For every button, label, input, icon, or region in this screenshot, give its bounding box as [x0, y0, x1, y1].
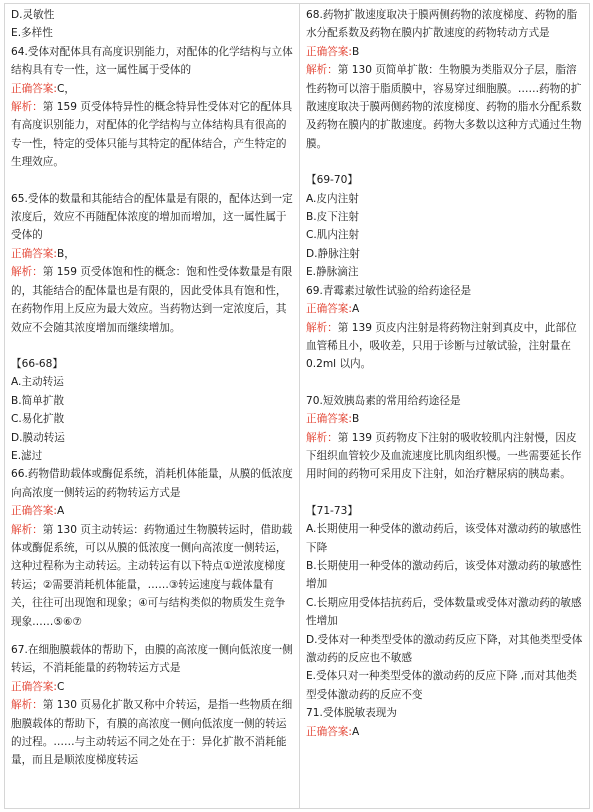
explanation-66 [11, 521, 293, 631]
answer-label: 正确答案: [11, 505, 57, 518]
answer-label: 正确答案: [305, 45, 352, 58]
explanation-69 [306, 319, 583, 374]
question-70: 70.短效胰岛素的常用给药途径是 [305, 394, 461, 407]
right-column [300, 4, 589, 808]
option-b: B.长期使用一种受体的激动药后，该受体对激动药的敏感性增加 [305, 559, 582, 591]
option-c: C.易化扩散 [11, 413, 65, 426]
explanation-67 [11, 696, 293, 770]
option-b: B.简单扩散 [11, 394, 65, 407]
option-a: A.主动转运 [11, 376, 64, 389]
explanation-70 [306, 429, 583, 484]
option-e: E.受体只对一种类型受体的激动药的反应下降 ,而对其他类型受体激动药的反应不变 [305, 670, 578, 701]
explanation-label: 解析： [305, 431, 338, 444]
question-68: 68.药物扩散速度取决于膜两侧药物的浓度梯度、药物的脂水分配系数及药物在膜内扩散速度的药物转动方式是 [305, 9, 578, 40]
explanation-text: 第 139 页皮内注射是将药物注射到真皮中，此部位血管稀且小，吸收差，只用于诊断与过敏试验，注射量在 0.2ml 以内。 [305, 321, 577, 371]
answer-68 [306, 43, 583, 61]
answer-label: 正确答案: [305, 725, 352, 738]
explanation-text: 第 159 页受体特异性的概念特异性受体对它的配体具有高度识别能力，对配体的化学结构与立体结构具有很高的专一性，特定的受体只能与其特定的配体结合，产生特定的生理效应。 [11, 101, 293, 169]
answer-label: 正确答案: [305, 413, 352, 426]
answer-69 [306, 300, 583, 318]
question-67: 67.在细胞膜载体的帮助下，由膜的高浓度一侧向低浓度一侧转运，不消耗能量的药物转运方式是 [11, 644, 293, 675]
explanation-label: 解析： [11, 101, 43, 114]
answer-value: C [56, 680, 65, 693]
answer-67 [11, 678, 293, 696]
answer-65 [11, 245, 293, 263]
answer-value: B [351, 45, 360, 58]
answer-value: B [351, 413, 360, 426]
answer-value: A [351, 725, 360, 738]
explanation-label: 解析： [11, 266, 43, 279]
group-heading-71-73: 【71-73】 [305, 504, 358, 517]
option-c: C.长期应用受体拮抗药后，受体数量或受体对激动药的敏感性增加 [305, 596, 582, 628]
answer-label: 正确答案: [11, 680, 57, 693]
question-66: 66.药物借助载体或酶促系统，消耗机体能量，从膜的低浓度向高浓度一侧转运的药物转运方式是 [11, 468, 293, 499]
explanation-text: 第 130 页易化扩散又称中介转运，是指一些物质在细胞膜载体的帮助下，有膜的高浓度一侧向低浓度一侧的转运的过程。……与主动转运不同之处在于：异化扩散不消耗能量，而且是顺浓度梯度转运 [11, 699, 293, 767]
explanation-68 [306, 61, 583, 153]
answer-value: C， [56, 82, 75, 95]
answer-value: A [351, 303, 360, 316]
left-column [5, 4, 300, 808]
explanation-label: 解析： [305, 321, 338, 334]
option-d: D.膜动转运 [11, 431, 65, 444]
answer-70 [306, 410, 583, 428]
answer-label: 正确答案: [11, 247, 57, 260]
explanation-64 [11, 98, 293, 172]
answer-label: 正确答案: [305, 303, 352, 316]
option-d: D.灵敏性 [11, 9, 55, 21]
explanation-label: 解析： [11, 699, 43, 712]
question-69: 69.青霉素过敏性试验的给药途径是 [305, 284, 472, 297]
question-65: 65.受体的数量和其能结合的配体量是有限的，配体达到一定浓度后，效应不再随配体浓度的增加而增加，这一属性属于受体的 [11, 192, 293, 242]
option-c: C.肌内注射 [305, 229, 360, 242]
option-d: D.受体对一种类型受体的激动药反应下降，对其他类型受体激动药的反应也不敏感 [305, 633, 583, 664]
explanation-label: 解析： [305, 64, 338, 77]
explanation-65 [11, 263, 293, 337]
option-e: E.滤过 [11, 449, 43, 462]
explanation-text: 第 159 页受体饱和性的概念：饱和性受体数量是有限的，其能结合的配体量也是有限的，因此受体具有饱和性，在药物作用上反应为最大效应。当药物达到一定浓度后，其效应不会随其浓度增加而继续增加。 [11, 266, 293, 334]
option-d: D.静脉注射 [305, 247, 360, 260]
answer-71 [306, 723, 583, 741]
answer-64 [11, 80, 293, 98]
explanation-text: 第 130 页简单扩散：生物膜为类脂双分子层，脂溶性药物可以溶于脂质膜中，容易穿过细胞膜。……药物的扩散速度取决于膜两侧药物的浓度梯度、药物的脂水分配系数及药物在膜内的扩散速度。药物大多数以这种方式通过生物膜。 [305, 64, 582, 150]
option-e: E.多样性 [11, 27, 53, 40]
exam-page [4, 3, 590, 809]
group-heading-69-70: 【69-70】 [305, 174, 358, 187]
option-a: A.皮内注射 [305, 192, 359, 205]
answer-value: A [56, 505, 65, 518]
explanation-text: 第 130 页主动转运：药物通过生物膜转运时，借助载体或酶促系统，可以从膜的低浓度一侧向高浓度一侧转运，这种过程称为主动转运。主动转运有以下特点①逆浓度梯度转运；②需要消耗机体能量，……③转运速度与载体量有关，往往可出现饱和现象；④可与结构类似的物质发生竞争现象……⑤⑥⑦ [11, 523, 293, 628]
option-a: A.长期使用一种受体的激动药后，该受体对激动药的敏感性下降 [305, 523, 582, 554]
group-heading-66-68: 【66-68】 [11, 357, 63, 370]
option-b: B.皮下注射 [305, 211, 359, 224]
explanation-text: 第 139 页药物皮下注射的吸收较肌内注射慢，因皮下组织血管较少及血流速度比肌肉组织慢。一些需要延长作用时间的药物可采用皮下注射，如治疗糖尿病的胰岛素。 [305, 431, 582, 481]
answer-value: B， [56, 247, 75, 260]
explanation-label: 解析： [11, 523, 43, 536]
question-71: 71.受体脱敏表现为 [305, 707, 397, 720]
answer-label: 正确答案: [11, 82, 57, 95]
answer-66 [11, 502, 293, 520]
question-64: 64.受体对配体具有高度识别能力，对配体的化学结构与立体结构具有专一性，这一属性属于受体的 [11, 45, 293, 77]
option-e: E.静脉滴注 [305, 266, 359, 279]
